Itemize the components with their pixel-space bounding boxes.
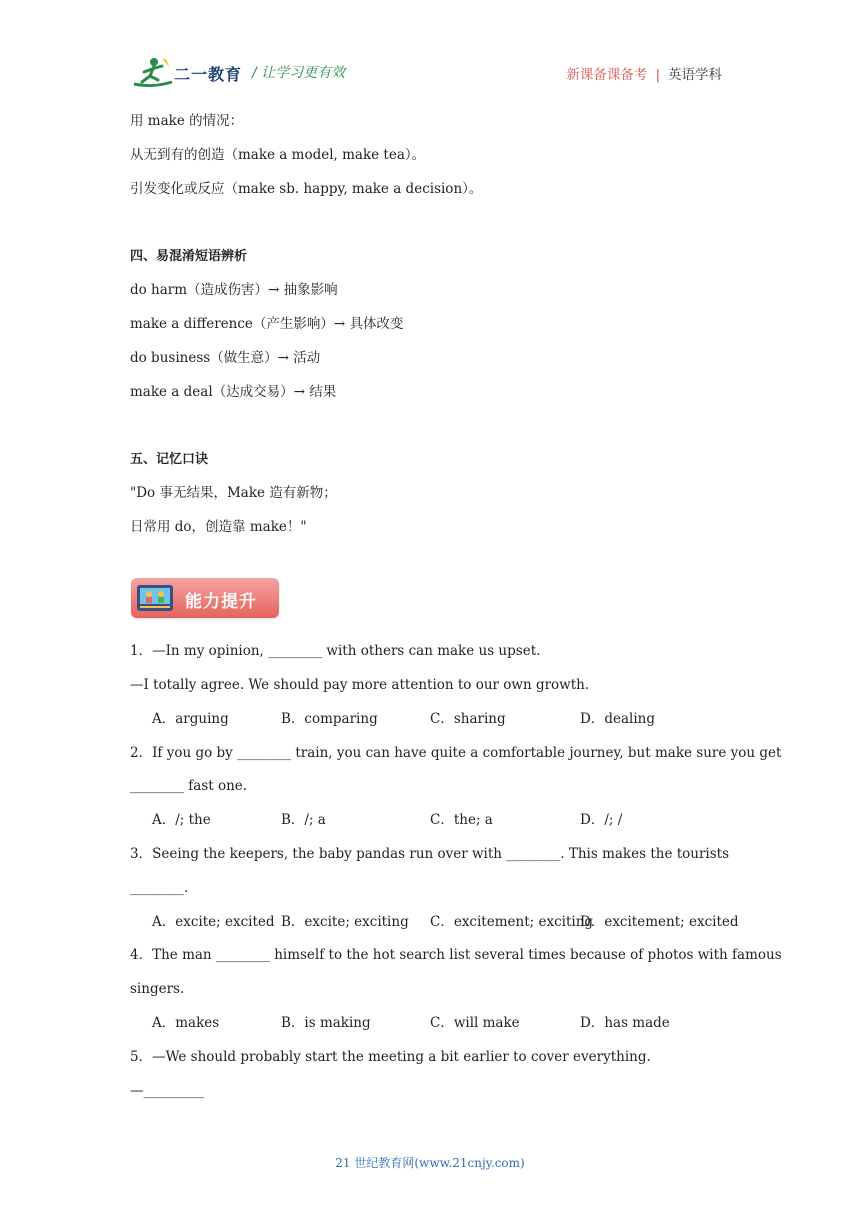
phrase-item: make a deal（达成交易）→ 结果 [130, 384, 337, 400]
question-stem: ________. [130, 880, 189, 896]
option-c: C．will make [430, 1015, 520, 1031]
option-d: D．has made [580, 1015, 670, 1031]
make-usage-title: 用 make 的情况： [130, 113, 244, 129]
make-usage-item: 引发变化或反应（make sb. happy, make a decision）。 [130, 181, 483, 197]
question-stem: ________ fast one. [130, 778, 248, 794]
option-a: A．makes [152, 1015, 220, 1031]
option-c: C．sharing [430, 711, 506, 727]
page-header [0, 0, 860, 100]
make-usage-item: 从无到有的创造（make a model, make tea）。 [130, 147, 426, 163]
footer-source: 21 世纪教育网(www.21cnjy.com) [335, 1156, 525, 1170]
phrase-item: make a difference（产生影响）→ 具体改变 [130, 316, 404, 332]
rhyme-line: "Do 事无结果，Make 造有新物； [130, 485, 337, 501]
option-b: B．/; a [281, 812, 326, 828]
question-stem: 3．Seeing the keepers, the baby pandas run over with ________. This makes the tourists [130, 846, 730, 862]
slogan: / 让学习更有效 [252, 65, 346, 81]
question-stem: —_________ [130, 1083, 205, 1099]
option-b: B．is making [281, 1015, 371, 1031]
option-d: D．dealing [580, 711, 655, 727]
question-stem: singers. [130, 981, 185, 997]
option-c: C．the; a [430, 812, 493, 828]
header-course-info [566, 63, 722, 83]
option-b: B．comparing [281, 711, 378, 727]
question-stem: 1．—In my opinion, ________ with others can make us upset. [130, 643, 541, 659]
section-heading: 四、易混淆短语辨析 [130, 249, 248, 264]
people-board-icon [137, 585, 173, 611]
header-separator: | [655, 67, 660, 83]
question-stem: 5．—We should probably start the meeting a bit earlier to cover everything. [130, 1049, 651, 1065]
section-heading: 五、记忆口诀 [130, 452, 209, 467]
option-c: C．excitement; exciting [430, 914, 594, 930]
subject-label: 英语学科 [668, 67, 722, 83]
phrase-item: do business（做生意）→ 活动 [130, 350, 321, 366]
phrase-item: do harm（造成伤害）→ 抽象影响 [130, 282, 338, 298]
option-a: A．arguing [152, 711, 229, 727]
option-a: A．excite; excited [152, 914, 275, 930]
option-d: D．excitement; excited [580, 914, 739, 930]
option-d: D．/; / [580, 812, 623, 828]
question-stem: 2．If you go by ________ train, you can have quite a comfortable journey, but make sure you get [130, 745, 782, 761]
question-stem: 4．The man ________ himself to the hot search list several times because of photos with famous [130, 947, 782, 963]
option-b: B．excite; exciting [281, 914, 409, 930]
question-stem: —I totally agree. We should pay more attention to our own growth. [130, 677, 590, 693]
rhyme-line: 日常用 do，创造靠 make！" [130, 519, 307, 535]
logo-text: 二一教育 [174, 65, 243, 84]
banner-label: 能力提升 [185, 592, 257, 612]
ability-banner [131, 578, 279, 618]
option-a: A．/; the [152, 812, 211, 828]
course-label: 新课备课备考 [566, 67, 648, 83]
